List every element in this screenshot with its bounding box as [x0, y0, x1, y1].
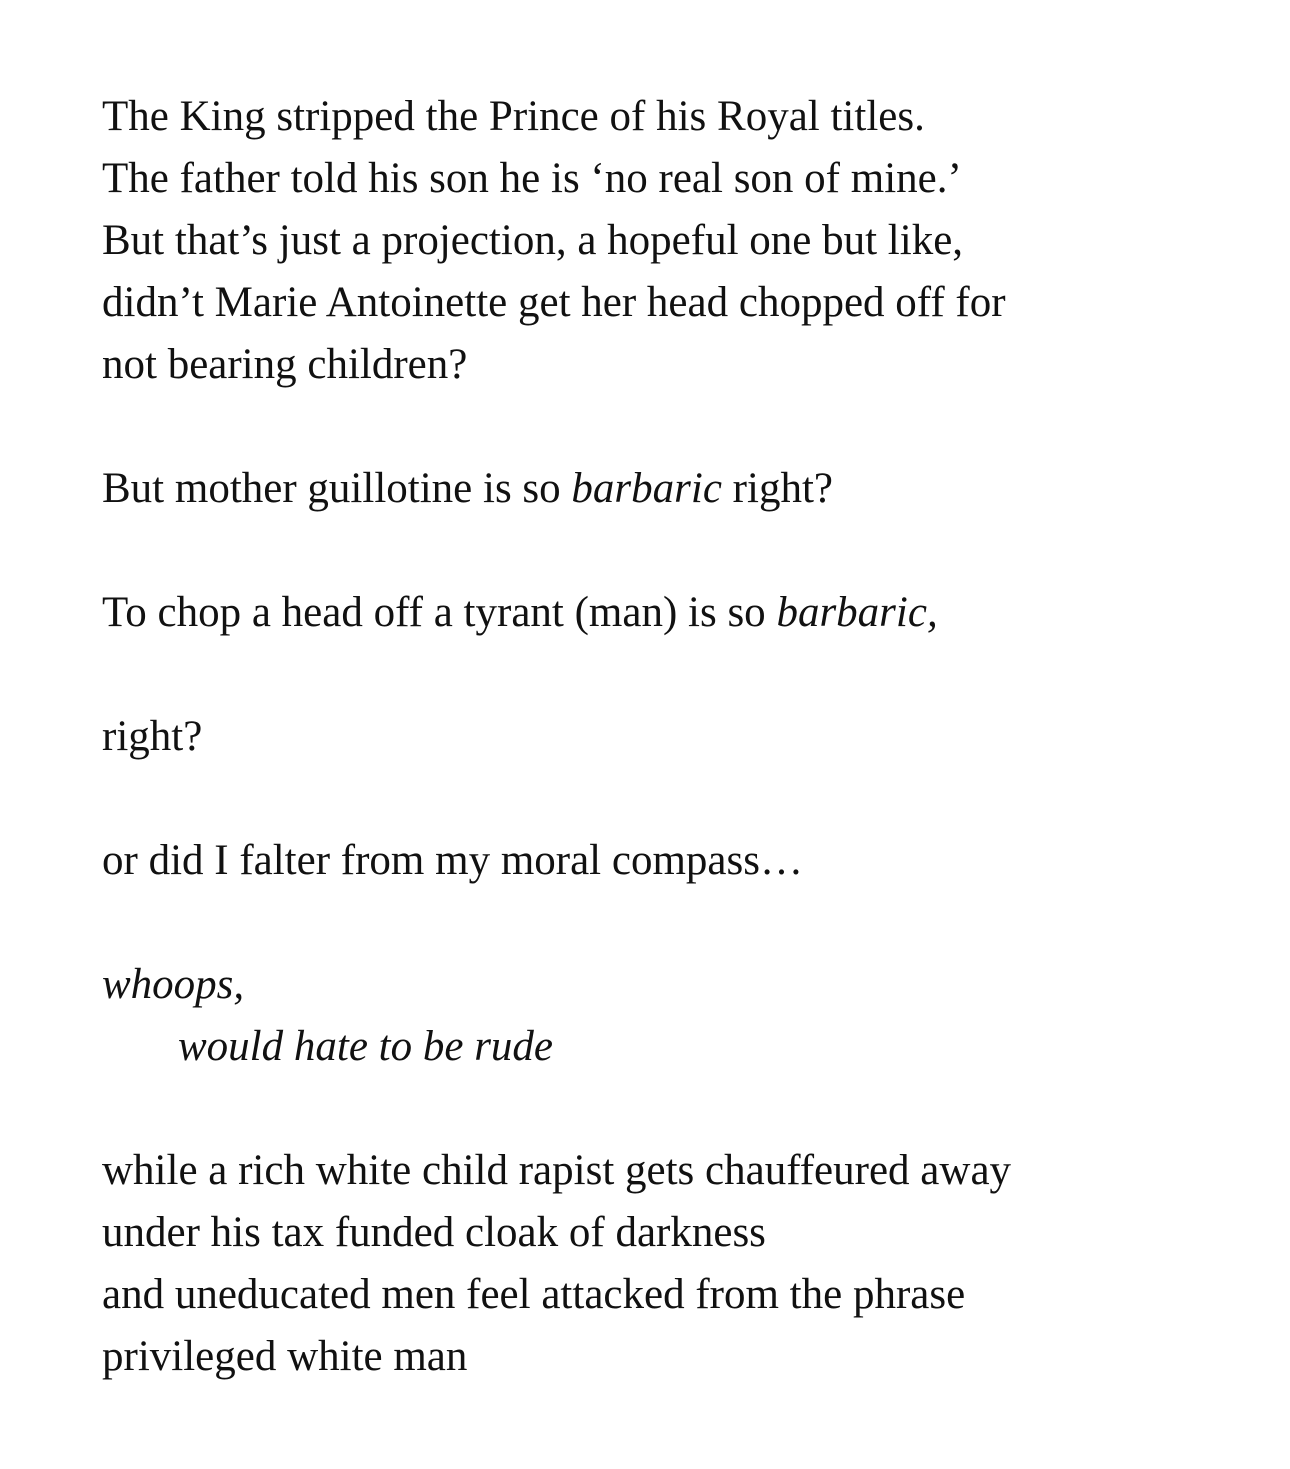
poem-line — [102, 582, 1252, 644]
poem-line: The King stripped the Prince of his Royal titles. — [102, 93, 925, 140]
stanza-5 — [102, 830, 1252, 892]
poem-line: or did I falter from my moral compass… — [102, 837, 803, 884]
italic-emphasis: barbaric, — [776, 589, 938, 636]
italic-emphasis: barbaric — [571, 465, 722, 512]
stanza-4 — [102, 706, 1252, 768]
poem-line: But that’s just a projection, a hopeful one but like, — [102, 217, 964, 264]
poem-line: didn’t Marie Antoinette get her head chopped off for — [102, 279, 1006, 326]
poem-body — [102, 86, 1252, 1388]
poem-line: not bearing children? — [102, 341, 468, 388]
stanza-3 — [102, 582, 1252, 644]
poem-line — [102, 458, 1252, 520]
stanza-7 — [102, 1140, 1252, 1388]
poem-line-italic-indented: would hate to be rude — [178, 1023, 554, 1070]
poem-line-italic: whoops, — [102, 961, 245, 1008]
poem-line: and uneducated men feel attacked from the phrase — [102, 1271, 966, 1318]
poem-line: privileged white man — [102, 1333, 468, 1380]
poem-line: The father told his son he is ‘no real son of mine.’ — [102, 155, 962, 202]
poem-line: while a rich white child rapist gets chauffeured away — [102, 1147, 1012, 1194]
stanza-1 — [102, 86, 1252, 396]
line-text: To chop a head off a tyrant (man) is so — [102, 589, 777, 636]
line-text: But mother guillotine is so — [102, 465, 572, 512]
poem-line: under his tax funded cloak of darkness — [102, 1209, 766, 1256]
poem-line: right? — [102, 713, 203, 760]
stanza-2 — [102, 458, 1252, 520]
stanza-6 — [102, 954, 1252, 1078]
line-text: right? — [721, 465, 833, 512]
